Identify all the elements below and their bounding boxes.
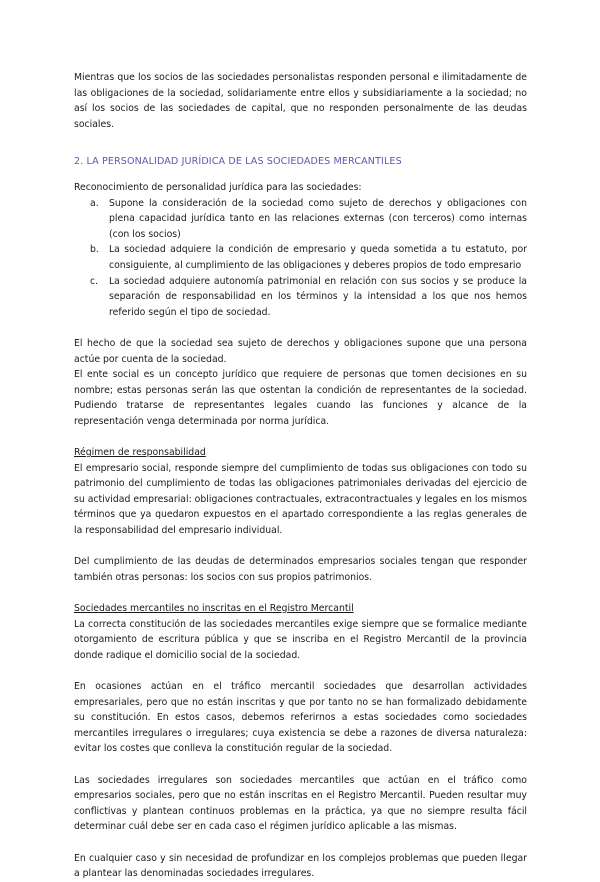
list-item-text: La sociedad adquiere la condición de empresario y queda sometida a tu estatuto, por consiguiente, al cumplimiento de las obligaciones y deberes propios de todo empresario	[109, 244, 527, 271]
regimen-heading: Régimen de responsabilidad	[74, 447, 206, 459]
recognition-intro: Reconocimiento de personalidad jurídica para las sociedades:	[74, 181, 362, 193]
list-item	[90, 242, 527, 273]
list-marker: b.	[90, 244, 99, 256]
constitucion-paragraph: La correcta constitución de las sociedades mercantiles exige siempre que se formalice mediante otorgamiento de escritura pública y que se inscriba en el Registro Mercantil de la provincia donde radique el domicilio social de la sociedad.	[74, 618, 527, 661]
ente-paragraph: El ente social es un concepto jurídico que requiere de personas que tomen decisiones en su nombre; estas personas serán las que ostentan la condición de representantes de la sociedad. Pudiendo tratarse de representantes legales cuando las funciones y alcance de la representación venga determinada por norma jurídica.	[74, 369, 527, 427]
no-inscritas-heading: Sociedades mercantiles no inscritas en el Registro Mercantil	[74, 603, 354, 614]
list-item	[90, 196, 527, 243]
list-item	[90, 274, 527, 321]
ocasiones-paragraph: En ocasiones actúan en el tráfico mercantil sociedades que desarrollan actividades empresariales, pero que no están inscritas y que por tanto no se han formalizado debidamente su constitución. En estos casos, debemos referirnos a estas sociedades como sociedades mercantiles irregulares o irregulares; cuya existencia se debe a razones de diversa naturaleza: evitar los costes que conlleva la constitución regular de la sociedad.	[74, 680, 527, 755]
intro-paragraph: Mientras que los socios de las sociedades personalistas responden personal e ilimitadamente de las obligaciones de la sociedad, solidariamente entre ellos y subsidiariamente a la sociedad; no así los socios de las sociedades de capital, que no responden personalmente de las deudas sociales.	[74, 72, 527, 130]
irregulares-paragraph: Las sociedades irregulares son sociedades mercantiles que actúan en el tráfico como empresarios sociales, pero que no están inscritas en el Registro Mercantil. Pueden resultar muy conflictivas y plantean continuos problemas en la práctica, ya que no siempre resulta fácil determinar cuál debe ser en cada caso el régimen jurídico aplicable a las mismas.	[74, 774, 527, 833]
list-marker: a.	[90, 197, 99, 209]
regimen-paragraph: El empresario social, responde siempre del cumplimiento de todas sus obligaciones con todo su patrimonio del cumplimiento de todas las obligaciones patrimoniales derivadas del ejercicio de su actividad empresarial: obligaciones contractuales, extracontractuales y legales en los mismos términos que ya quedaron expuestos en el apartado correspondiente a las reglas generales de la responsabilidad del empresario individual.	[74, 462, 527, 537]
deudas-paragraph: Del cumplimiento de las deudas de determinados empresarios sociales tengan que responder también otras personas: los socios con sus propios patrimonios.	[74, 556, 527, 583]
page-content	[74, 70, 527, 882]
list-item-text: Supone la consideración de la sociedad como sujeto de derechos y obligaciones con plena capacidad jurídica tanto en las relaciones externas (con terceros) como internas (con los socios)	[109, 197, 527, 240]
subject-paragraph: El hecho de que la sociedad sea sujeto de derechos y obligaciones supone que una persona actúe por cuenta de la sociedad.	[74, 337, 527, 365]
recognition-list	[74, 196, 527, 321]
final-paragraph: En cualquier caso y sin necesidad de profundizar en los complejos problemas que pueden llegar a plantear las denominadas sociedades irregulares.	[74, 852, 527, 880]
list-marker: c.	[90, 275, 99, 287]
section-title: 2. LA PERSONALIDAD JURÍDICA DE LAS SOCIEDADES MERCANTILES	[74, 156, 402, 168]
list-item-text: La sociedad adquiere autonomía patrimonial en relación con sus socios y se produce la separación de responsabilidad en los términos y la intensidad a los que nos hemos referido según el tipo de sociedad.	[109, 275, 527, 318]
